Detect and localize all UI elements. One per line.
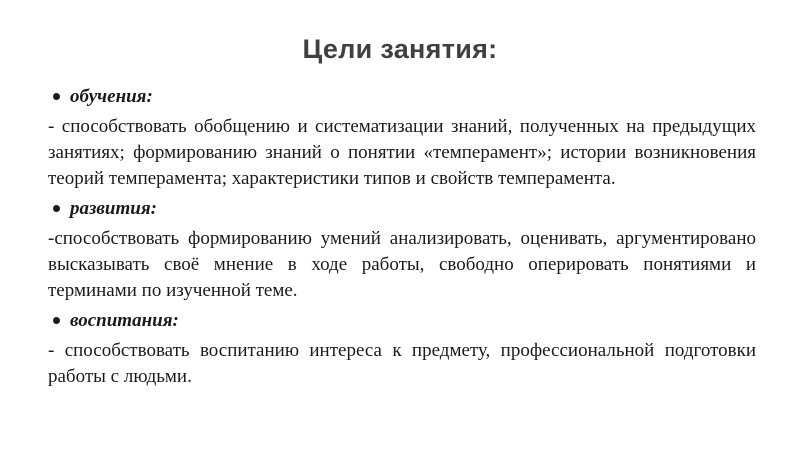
section-heading-upbringing bbox=[48, 308, 756, 334]
section-text-upbringing: - способствовать воспитанию интереса к предмету, профессиональной подготовки работы с людьми. bbox=[48, 340, 756, 387]
section-label: развития: bbox=[70, 198, 157, 219]
bullet-icon bbox=[53, 93, 60, 100]
slide-content bbox=[48, 84, 756, 394]
section-text-learning: - способствовать обобщению и систематизации знаний, полученных на предыдущих занятиях; формированию знаний о понятии «темперамент»; истории возникновения теорий темперамента; характеристики типов и свойств темперамента. bbox=[48, 116, 756, 189]
bullet-icon bbox=[53, 205, 60, 212]
slide-title: Цели занятия: bbox=[302, 34, 498, 64]
section-label: воспитания: bbox=[70, 310, 179, 331]
section-text-development: -способствовать формированию умений анализировать, оценивать, аргументировано высказывать своё мнение в ходе работы, свободно оперировать понятиями и терминами по изученной теме. bbox=[48, 228, 756, 301]
section-heading-learning bbox=[48, 84, 756, 110]
section-heading-development bbox=[48, 196, 756, 222]
bullet-icon bbox=[53, 317, 60, 324]
section-label: обучения: bbox=[70, 86, 153, 107]
